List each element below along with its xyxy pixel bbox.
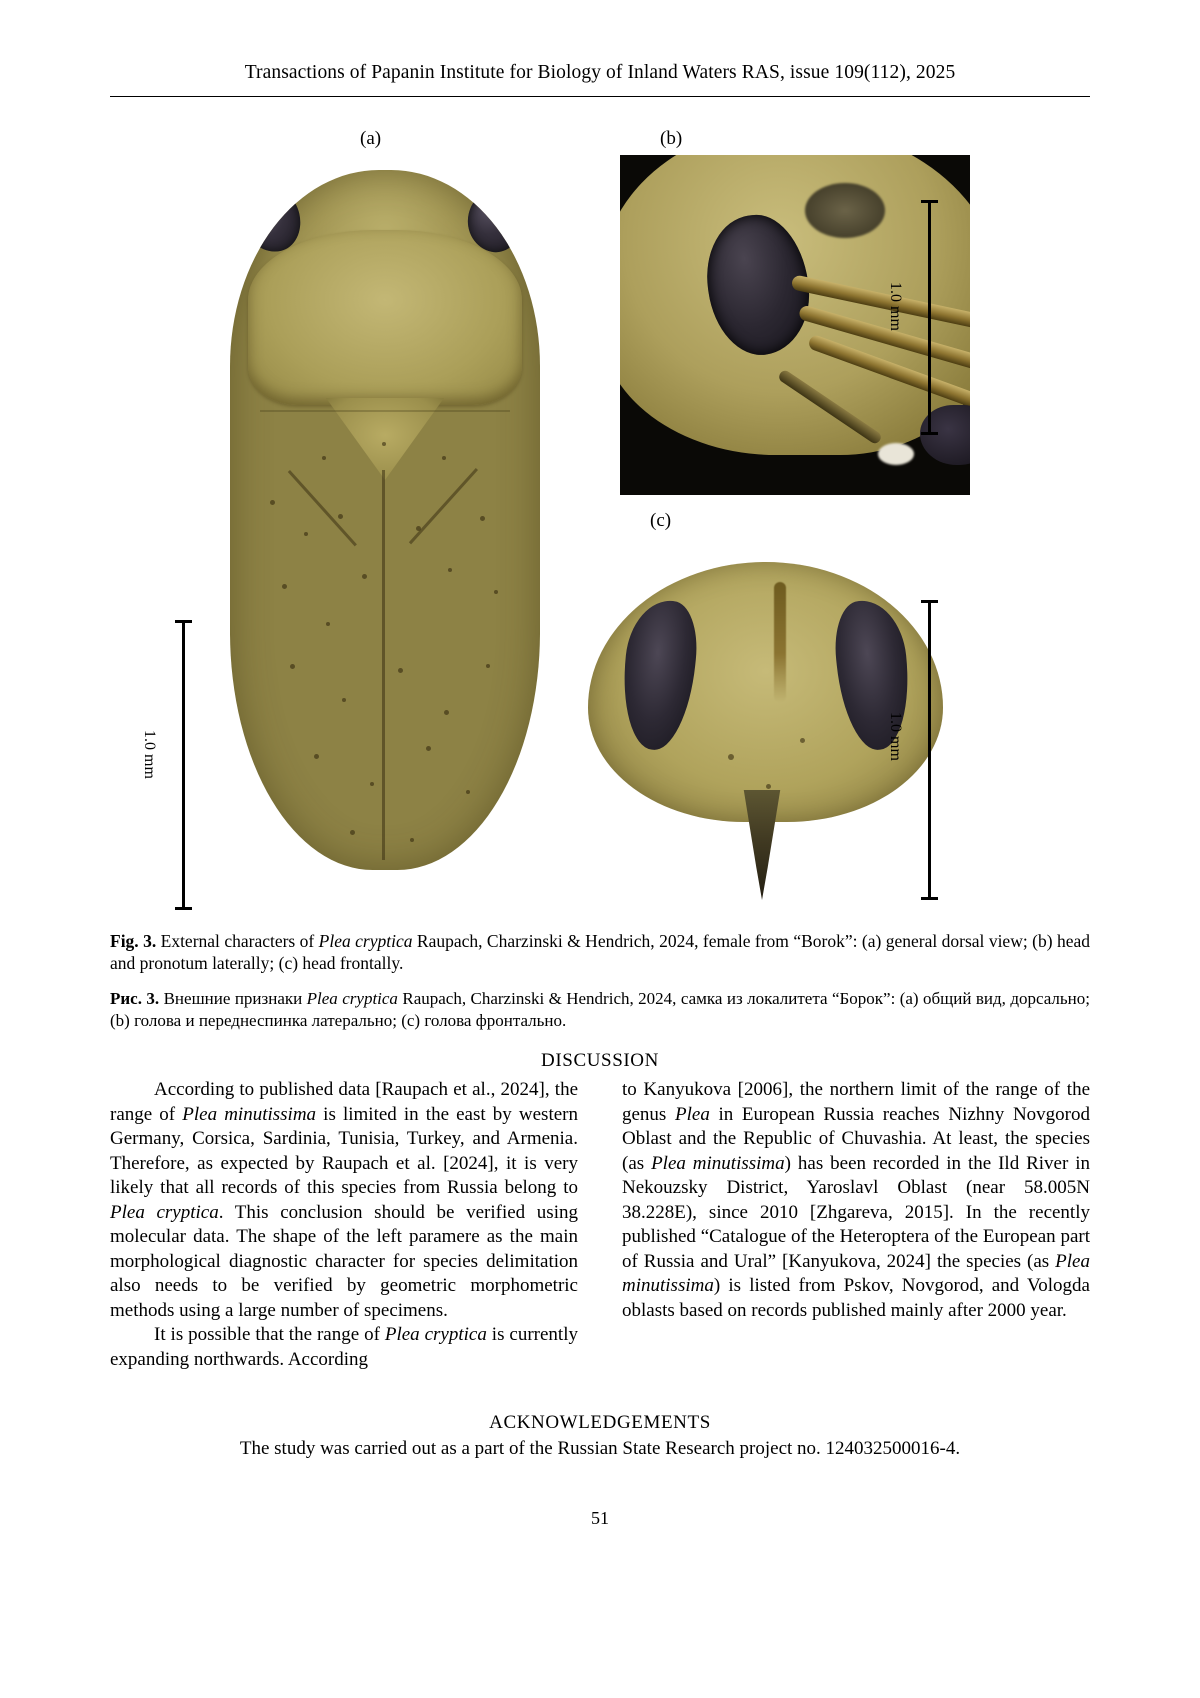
figure-caption-en-part2: Raupach, Charzinski & Hendrich, 2024, female from “Borok”: (a) general dorsal view; (b) head and pronotum laterally; (c) head frontally. xyxy=(110,931,1090,974)
photo-frontal-head xyxy=(570,540,960,880)
scale-bar-a-label: 1.0 mm xyxy=(141,730,158,779)
scale-bar-c-label: 1.0 mm xyxy=(887,712,904,761)
wing-suture-left xyxy=(288,470,357,546)
p3-d: ) is listed from Pskov, Novgorod, and Vologda oblasts based on records published mainly after 2000 year. xyxy=(622,1275,1090,1321)
pronotum xyxy=(248,230,522,405)
panel-label-b: (b) xyxy=(660,128,683,149)
discussion-column-left xyxy=(110,1078,578,1372)
p1-c: . This conclusion should be verified using molecular data. The shape of the left paramere as the main morphological diagnostic character for species delimitation also needs to be verified by geometric morphometric methods using a large number of specimens. xyxy=(110,1201,578,1321)
figure-caption-ru-part2: Raupach, Charzinski & Hendrich, 2024, самка из локалитета “Борок”: (a) общий вид, дорсально; (b) голова и переднеспинка латерально; (c) голова фронтально. xyxy=(110,989,1090,1030)
p1-italic-1: Plea minutissima xyxy=(182,1103,317,1125)
wing-suture-right xyxy=(409,468,478,544)
figure-caption-en-part1: External characters of xyxy=(156,931,319,951)
wing-suture-median xyxy=(382,470,385,860)
p2-b: is currently expanding northwards. According xyxy=(110,1324,578,1370)
p1-italic-2: Plea cryptica xyxy=(110,1201,219,1223)
acknowledgements-text: The study was carried out as a part of the Russian State Research project no. 124032500016-4. xyxy=(239,1438,961,1459)
figure-caption-ru xyxy=(110,988,1090,1032)
pronotum-margin xyxy=(260,410,510,412)
figure-caption-en-species: Plea cryptica xyxy=(318,931,413,951)
p3-italic-1: Plea xyxy=(675,1103,710,1125)
median-stripe xyxy=(774,582,786,702)
head-frontal xyxy=(588,562,943,822)
photo-dorsal-view xyxy=(230,170,540,870)
p2-italic-1: Plea cryptica xyxy=(384,1324,487,1345)
p3-a: to Kanyukova [2006], the northern limit of the range of the genus xyxy=(622,1079,1090,1125)
panel-label-a: (a) xyxy=(360,128,382,149)
figure-caption-ru-label: Рис. 3. xyxy=(110,989,160,1008)
p2-a: It is possible that the range of xyxy=(154,1324,385,1345)
section-title-discussion: DISCUSSION xyxy=(541,1050,659,1071)
p1-a: According to published data [Raupach et al., 2024], the range of xyxy=(110,1079,578,1125)
dark-patch xyxy=(805,183,885,238)
insect-body-dorsal xyxy=(230,170,540,870)
p3-b: in European Russia reaches Nizhny Novgorod Oblast and the Republic of Chuvashia. At least, the species (as xyxy=(622,1103,1091,1174)
figure-caption-en-label: Fig. 3. xyxy=(110,931,157,951)
running-head: Transactions of Papanin Institute for Biology of Inland Waters RAS, issue 109(112), 2025 xyxy=(244,62,956,83)
p1-b: is limited in the east by western Germany, Corsica, Sardinia, Tunisia, Turkey, and Armenia. Therefore, as expected by Raupach et al. [2024], it is very likely that all records of this species from Russia belong to xyxy=(110,1103,578,1198)
compound-eye-frontal-left xyxy=(616,597,701,753)
figure-caption-en xyxy=(110,930,1090,975)
p3-italic-2: Plea minutissima xyxy=(651,1152,785,1174)
figure-caption-ru-species: Plea cryptica xyxy=(306,989,398,1008)
figure-3 xyxy=(110,120,1090,910)
paragraph-3 xyxy=(622,1078,1090,1323)
p3-c: ) has been recorded in the Ild River in Nekouzsky District, Yaroslavl Oblast (near 58.005N 38.228E), since 2010 [Zhgareva, 2015]. In the recently published “Catalogue of the Heteroptera of the European part of Russia and Ural” [Kanyukova, 2024] the species (as xyxy=(622,1152,1091,1272)
panel-label-c: (c) xyxy=(650,510,672,531)
paragraph-2 xyxy=(110,1323,578,1372)
scale-bar-b-label: 1.0 mm xyxy=(887,282,904,331)
p3-italic-3: Plea minutissima xyxy=(622,1250,1090,1296)
photo-lateral-head-pronotum xyxy=(620,155,970,495)
highlight-spot xyxy=(878,443,914,465)
paragraph-1 xyxy=(110,1078,578,1323)
section-title-acknowledgements: ACKNOWLEDGEMENTS xyxy=(489,1412,711,1433)
page-number: 51 xyxy=(591,1508,609,1528)
discussion-column-right xyxy=(622,1078,1090,1323)
figure-caption-ru-part1: Внешние признаки xyxy=(159,989,307,1008)
header-rule xyxy=(110,96,1090,97)
